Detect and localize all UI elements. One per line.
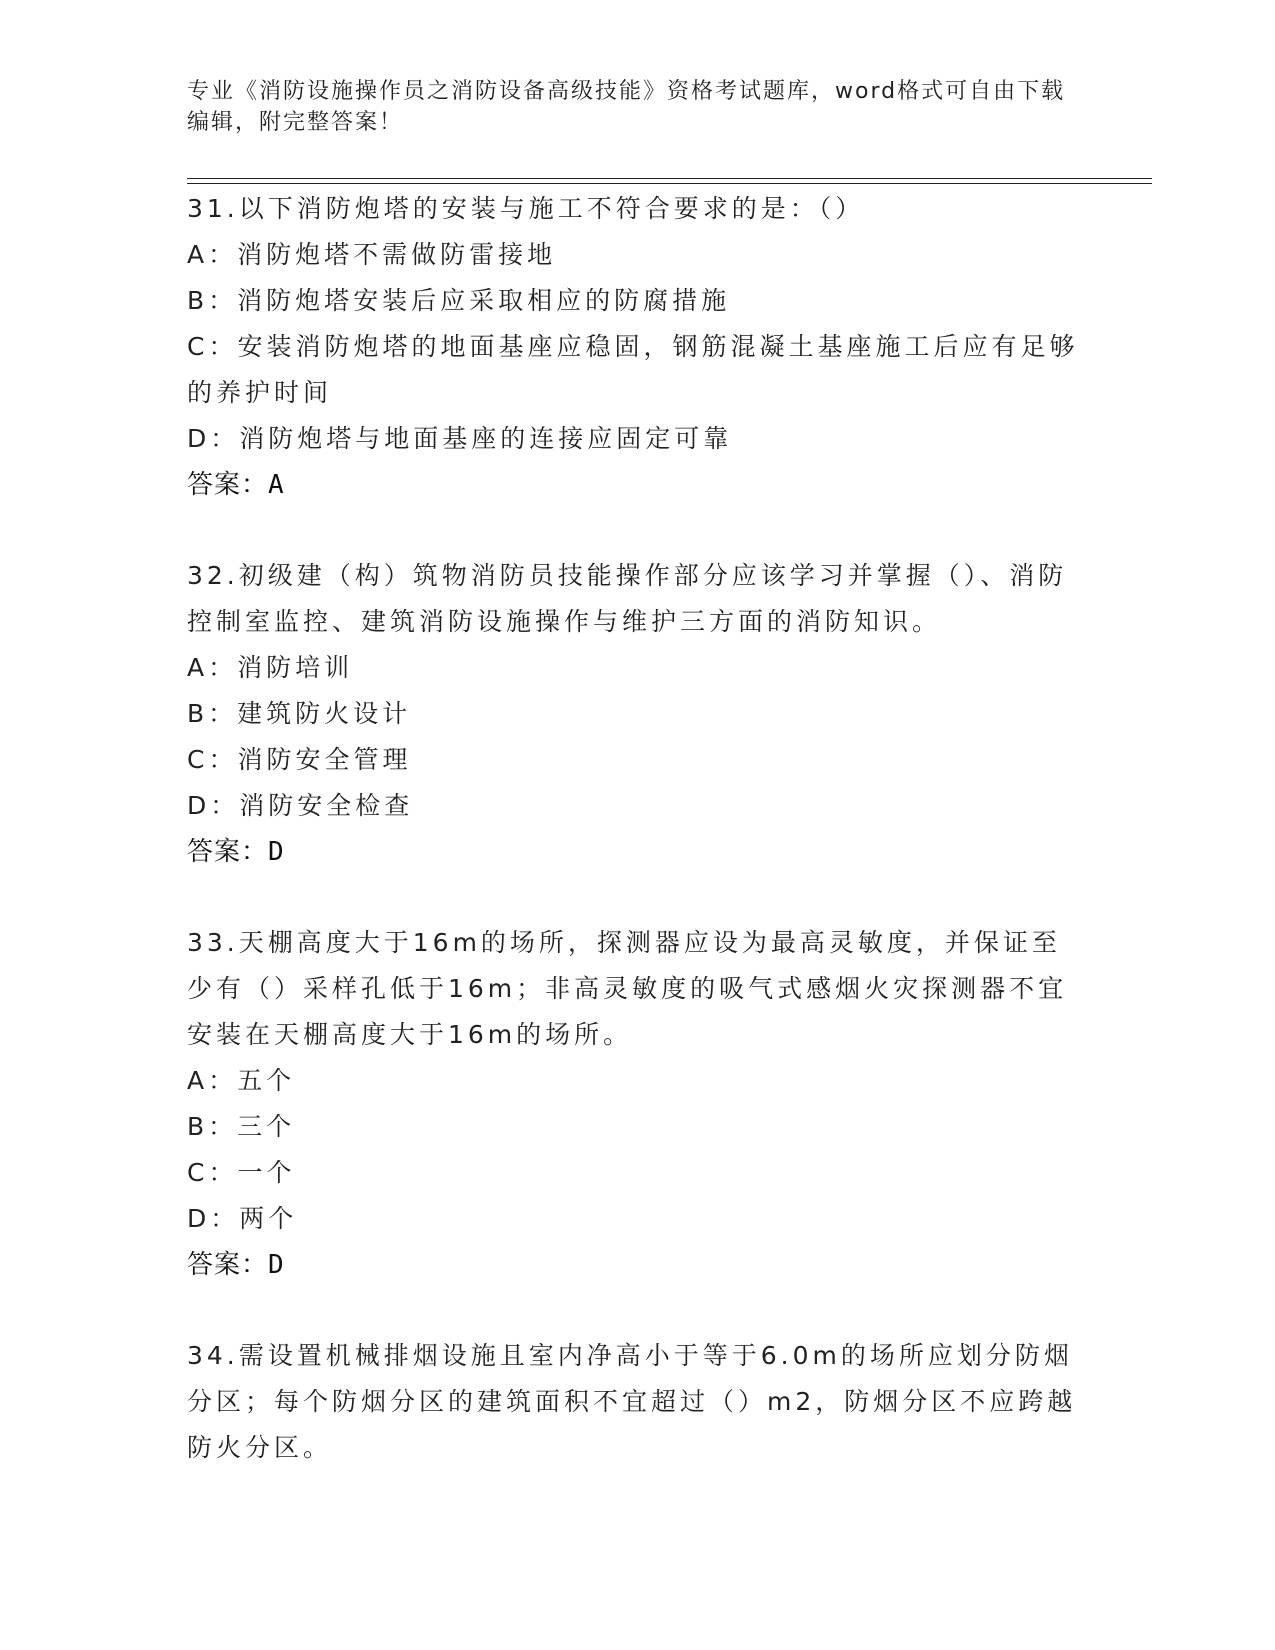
- answer-line: [187, 462, 1087, 508]
- option-a: A：消防炮塔不需做防雷接地: [187, 240, 557, 269]
- question-stem: 32.初级建（构）筑物消防员技能操作部分应该学习并掌握（）、消防控制室监控、建筑消防设施操作与维护三方面的消防知识。: [187, 561, 1068, 636]
- answer-label: 答案：: [187, 470, 269, 500]
- option-d: D：两个: [187, 1204, 298, 1233]
- option-d: D：消防安全检查: [187, 791, 414, 820]
- option-c: C：安装消防炮塔的地面基座应稳固，钢筋混凝土基座施工后应有足够的养护时间: [187, 332, 1079, 407]
- question-34: [187, 1333, 1087, 1471]
- header-divider-top: [187, 178, 1152, 179]
- question-list: [187, 186, 1087, 1516]
- option-d: D：消防炮塔与地面基座的连接应固定可靠: [187, 424, 733, 453]
- question-31: [187, 186, 1087, 508]
- answer-value: D: [268, 837, 285, 867]
- header-divider-bottom: [187, 183, 1152, 184]
- document-header: 专业《消防设施操作员之消防设备高级技能》资格考试题库，word格式可自由下载编辑，附完整答案！: [187, 79, 1066, 135]
- answer-value: A: [268, 470, 285, 500]
- answer-line: [187, 1242, 1087, 1288]
- question-stem: 33.天棚高度大于16m的场所，探测器应设为最高灵敏度，并保证至少有（）采样孔低于16m；非高灵敏度的吸气式感烟火灾探测器不宜安装在天棚高度大于16m的场所。: [187, 928, 1068, 1049]
- option-c: C：一个: [187, 1158, 296, 1187]
- answer-line: [187, 829, 1087, 875]
- question-32: [187, 553, 1087, 875]
- question-33: [187, 920, 1087, 1288]
- option-b: B：消防炮塔安装后应采取相应的防腐措施: [187, 286, 731, 315]
- answer-label: 答案：: [187, 1250, 269, 1280]
- option-c: C：消防安全管理: [187, 745, 412, 774]
- option-b: B：建筑防火设计: [187, 699, 412, 728]
- question-stem: 34.需设置机械排烟设施且室内净高小于等于6.0m的场所应划分防烟分区；每个防烟分区的建筑面积不宜超过（）m2，防烟分区不应跨越防火分区。: [187, 1341, 1077, 1462]
- answer-label: 答案：: [187, 837, 269, 867]
- answer-value: D: [268, 1250, 285, 1280]
- option-a: A：消防培训: [187, 653, 354, 682]
- option-b: B：三个: [187, 1112, 296, 1141]
- question-stem: 31.以下消防炮塔的安装与施工不符合要求的是：（）: [187, 194, 865, 223]
- option-a: A：五个: [187, 1066, 296, 1095]
